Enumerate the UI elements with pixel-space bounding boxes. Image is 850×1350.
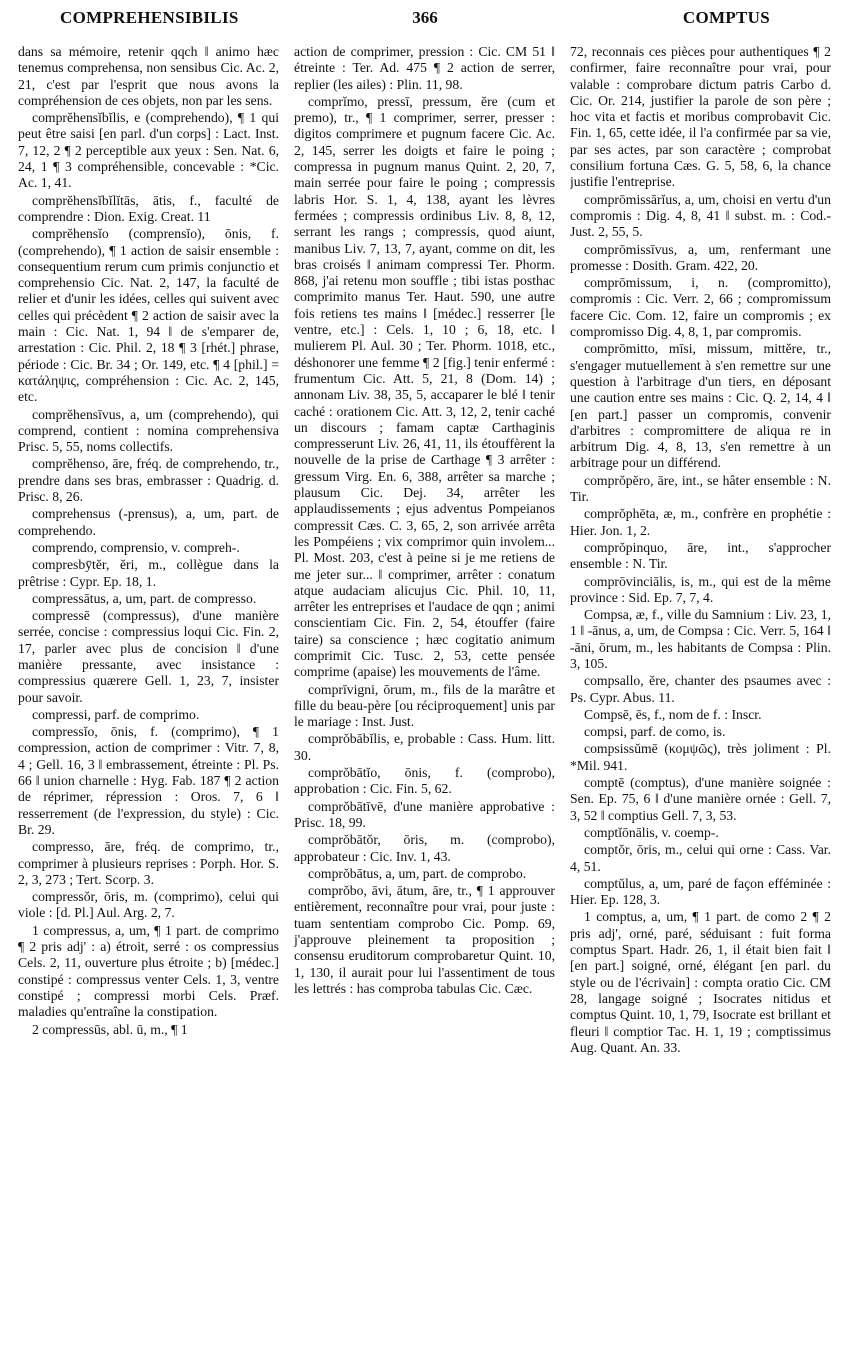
dictionary-entry: comprendo, comprensio, v. compreh-. xyxy=(32,539,240,555)
dictionary-entry: comprōvinciālis, is, m., qui est de la même province : Sid. Ep. 7, 7, 4. xyxy=(570,573,831,605)
column-2 xyxy=(294,44,555,1344)
dictionary-entry: comprĕhensĭo (comprensĭo), ōnis, f. (comprehendo), ¶ 1 action de saisir ensemble : consequentium rerum cum primis conjunctio et comprehensio Cic. Nat. 2, 147, la faculté de relier et d'unir les idées, celles qui suivent avec celles qui précèdent ¶ 2 action de saisir avec la main : Cic. Nat. 1, 94 ‖ de s'emparer de, arrestation : Cic. Phil. 2, 18 ¶ 3 [rhét.] phrase, période : Cic. Br. 34 ; Or. 149, etc. ¶ 4 [phil.] = κατάληψις, compréhension : Cic. Ac. 2, 145, etc. xyxy=(18,226,279,405)
dictionary-entry: compresbȳtĕr, ĕri, m., collègue dans la prêtrise : Cypr. Ep. 18, 1. xyxy=(18,557,279,589)
dictionary-entry: 72, reconnais ces pièces pour authentiques ¶ 2 confirmer, faire reconnaître pour vrai, pour valable : comprobare dictum patris Carbo d. Cic. Or. 214, justifier la parole de son père ; hoc vita et factis et moribus comprobavit Cic. Fin. 1, 65, cette idée, il l'a confirmée par sa vie, par ses actes, par son caractère ; comprobat consilium fortuna Cæs. G. 5, 58, 6, la chance justifie l'entreprise. xyxy=(570,44,831,190)
dictionary-entry: comprĕhensĭbĭlis, e (comprehendo), ¶ 1 qui peut être saisi [en parl. d'un corps] : Lact. Inst. 7, 12, 2 ¶ 2 perceptible aux yeux : Sen. Nat. 6, 24, 1 ¶ 3 compréhensible, concevable : *Cic. Ac. 1, 41. xyxy=(18,110,279,191)
dictionary-entry: compressē (compressus), d'une manière serrée, concise : compressius loqui Cic. Fin. 2, 17, parler avec plus de concision ‖ d'une manière pressante, avec insistance : compressius quærere Gell. 1, 23, 7, insister pour savoir. xyxy=(18,608,279,705)
column-3 xyxy=(570,44,831,1344)
dictionary-entry: comprŏbo, āvi, ātum, āre, tr., ¶ 1 approuver entièrement, reconnaître pour vrai, pour juste : tuam sententiam comprobo Cic. Pomp. 69, j'approuve pleinement ta proposition ; consensu eruditorum comprobaretur Quint. 10, 1, 130, il aurait pour lui l'assentiment de tous les lettrés : has comproba tabulas Cic. Cæc. xyxy=(294,883,555,996)
dictionary-entry: compressŏr, ōris, m. (comprimo), celui qui viole : [d. Pl.] Aul. Arg. 2, 7. xyxy=(18,889,279,921)
dictionary-entry: compsi, parf. de como, is. xyxy=(584,724,726,740)
dictionary-entry: comprōmissīvus, a, um, renfermant une promesse : Dosith. Gram. 422, 20. xyxy=(570,241,831,273)
dictionary-entry: comprōmissārĭus, a, um, choisi en vertu d'un compromis : Dig. 4, 8, 41 ‖ subst. m. : Cod.-Just. 2, 55, 5. xyxy=(570,191,831,240)
dictionary-entry: comprĕhensĭbĭlĭtās, ātis, f., faculté de comprendre : Dion. Exig. Creat. 11 xyxy=(18,192,279,224)
dictionary-entry: compsallo, ĕre, chanter des psaumes avec : Ps. Cypr. Abus. 11. xyxy=(570,673,831,705)
dictionary-entry: comprŏbātĭo, ōnis, f. (comprobo), approbation : Cic. Fin. 5, 62. xyxy=(294,765,555,797)
columns xyxy=(18,44,832,1344)
dictionary-entry: compressi, parf. de comprimo. xyxy=(32,706,200,722)
dictionary-entry: compsissŭmē (κομψῶς), très joliment : Pl. *Mil. 941. xyxy=(570,741,831,773)
dictionary-entry: comprŏbābĭlis, e, probable : Cass. Hum. litt. 30. xyxy=(294,731,555,763)
dictionary-entry: comptē (comptus), d'une manière soignée : Sen. Ep. 75, 6 ‖ d'une manière ornée : Gell. 7, 3, 52 ‖ comptius Gell. 7, 3, 53. xyxy=(570,775,831,823)
dictionary-entry: action de comprimer, pression : Cic. CM 51 ‖ étreinte : Ter. Ad. 475 ¶ 2 action de serrer, replier (les ailes) : Plin. 11, 98. xyxy=(294,44,555,92)
running-header xyxy=(20,6,830,32)
dictionary-entry: comprĕhenso, āre, fréq. de comprehendo, tr., prendre dans ses bras, embrasser : Quadrig. d. Prisc. 8, 26. xyxy=(18,456,279,505)
dictionary-entry: 1 compressus, a, um, ¶ 1 part. de comprimo ¶ 2 pris adj' : a) étroit, serré : os compressius Cels. 2, 11, ouverture plus étroite ; b) [médec.] constipé : compressus venter Cels. 1, 3, ventre constipé ; compressi morbi Cels. Præf. maladies qu'entraîne la constipation. xyxy=(18,922,279,1020)
dictionary-entry: comprŏbātus, a, um, part. de comprobo. xyxy=(308,865,527,881)
dictionary-entry: comprŏpĕro, āre, int., se hâter ensemble : N. Tir. xyxy=(570,472,831,505)
dictionary-entry: comprŏbātŏr, ōris, m. (comprobo), approbateur : Cic. Inv. 1, 43. xyxy=(294,832,555,864)
dictionary-entry: compressĭo, ōnis, f. (comprimo), ¶ 1 compression, action de comprimer : Vitr. 7, 8, 4 ; Gell. 16, 3 ‖ embrassement, étreinte : Pl. Ps. 66 ‖ union charnelle : Hyg. Fab. 187 ¶ 2 action de réprimer, répression : Oros. 7, 6 ‖ resserrement (de l'expression, du style) : Cic. Br. 29. xyxy=(18,724,279,837)
dictionary-entry: comprŏbātīvē, d'une manière approbative : Prisc. 18, 99. xyxy=(294,798,555,830)
header-right-guide-word: COMPTUS xyxy=(682,8,770,27)
dictionary-entry: comprōmitto, mīsi, missum, mittĕre, tr., s'engager mutuellement à s'en remettre sur une question à l'arbitrage d'un tiers, en déposant une caution entre ses mains : Cic. Q. 2, 14, 4 ‖ [en part.] passer un compromis, convenir d'arbitres : compromittere de aliqua re in arbitrum Dig. 4, 8, 13, s'en remettre à un arbitrage pour un différend. xyxy=(570,341,831,471)
dictionary-entry: 2 compressūs, abl. ū, m., ¶ 1 xyxy=(32,1021,188,1037)
dictionary-entry: comptŭlus, a, um, paré de façon efféminée : Hier. Ep. 128, 3. xyxy=(570,875,831,908)
column-1 xyxy=(18,44,279,1344)
dictionary-entry: comprĕhensīvus, a, um (comprehendo), qui comprend, contient : nomina comprehensiva Prisc. 5, 55, noms collectifs. xyxy=(18,406,279,455)
dictionary-entry: compressātus, a, um, part. de compresso. xyxy=(32,590,257,606)
dictionary-entry: comprōmissum, i, n. (compromitto), compromis : Cic. Verr. 2, 66 ; compromissum facere Cic. Com. 12, faire un compromis ; ex compromisso Dig. 4, 8, 1, par compromis. xyxy=(570,275,831,340)
dictionary-entry: 1 comptus, a, um, ¶ 1 part. de como 2 ¶ 2 pris adj', orné, paré, séduisant : fuit forma comptus Spart. Hadr. 26, 1, il était bien fait ‖ [en part.] soigné, orné, élégant [en parl. du style ou de l'écrivain] : compta oratio Cic. CM 28, langage soigné ; Isocrates nitidus et comptus Quint. 10, 1, 79, Isocrate est brillant et fleuri ‖ comptior Tac. H. 1, 19 ; comptissimus Aug. Quant. An. 33. xyxy=(570,909,831,1055)
dictionary-entry: dans sa mémoire, retenir qqch ‖ animo hæc tenemus comprehensa, non sensibus Cic. Ac. 2, 21, c'est par l'esprit que nous avons la compréhension de ces objets, non par les sens. xyxy=(18,44,279,108)
dictionary-entry: comprŏphēta, æ, m., confrère en prophétie : Hier. Jon. 1, 2. xyxy=(570,506,831,538)
dictionary-entry: Compsa, æ, f., ville du Samnium : Liv. 23, 1, 1 ‖ -ānus, a, um, de Compsa : Cic. Verr. 5, 164 ‖ -āni, ōrum, m., les habitants de Compsa : Plin. 3, 105. xyxy=(570,607,831,671)
dictionary-entry: comprŏpinquo, āre, int., s'approcher ensemble : N. Tir. xyxy=(570,539,831,572)
dictionary-entry: comprīvigni, ōrum, m., fils de la marâtre et fille du beau-père [ou réciproquement] unis par le mariage : Inst. Just. xyxy=(294,681,555,730)
dictionary-entry: Compsē, ēs, f., nom de f. : Inscr. xyxy=(584,706,762,722)
dictionary-entry: comptĭōnālis, v. coemp-. xyxy=(584,824,719,840)
dictionary-entry: comprĭmo, pressī, pressum, ĕre (cum et premo), tr., ¶ 1 comprimer, serrer, presser : digitos comprimere et pugnum facere Cic. Ac. 2, 145, serrer les doigts et faire le poing ; compressa in pugnum manus Quint. 2, 20, 7, main serrée pour faire le poing ; compressis labris Hor. S. 1, 4, 138, ayant les lèvres fermées ; compressis ordinibus Liv. 8, 8, 12, serrant les rangs ; compressis, quod aiunt, manibus Liv. 7, 13, 7, ayant, comme on dit, les bras croisés ‖ animam compressi Ter. Phorm. 868, j'ai retenu mon souffle ; tibi istas posthac comprimito manus Ter. Haut. 590, une autre fois retiens tes mains ‖ [médec.] resserrer [le ventre, etc.] : Cels. 1, 10 ; 6, 18, etc. ‖ mulierem Pl. Aul. 30 ; Ter. Phorm. 1018, etc., déshonorer une femme ¶ 2 [fig.] tenir enfermé : frumentum Cic. Att. 5, 21, 8 (Dom. 14) ; annonam Liv. 38, 35, 5, accaparer le blé ‖ tenir caché : orationem Cic. Att. 3, 12, 2, tenir caché un discours ; famam captæ Carthaginis compresserunt Liv. 26, 41, 11, ils étouffèrent la nouvelle de la prise de Carthage ¶ 3 arrêter : gressum Virg. En. 6, 388, arrêter sa marche ; plausum Cic. Dej. 34, arrêter les applaudissements ; ejus adventus Pompeianos compressit Cæs. C. 3, 65, 2, son arrivée arrêta les Pompéiens ; vix comprimor quin involem... Pl. Most. 203, c'est à peine si je me retiens de me jeter sur... ‖ comprimer, arrêter : conatum atque audaciam alicujus Cic. Phil. 10, 11, arrêter les entreprises et l'audace de qqn ; animi conscientiam Cic. Fin. 2, 54, étouffer (faire taire) sa conscience ; hæc cogitatio animum comprimit Cic. Tusc. 2, 53, cette pensée comprime (apaise) les mouvements de l'âme. xyxy=(294,93,555,680)
dictionary-entry: comptŏr, ōris, m., celui qui orne : Cass. Var. 4, 51. xyxy=(570,842,831,874)
dictionary-entry: comprehensus (-prensus), a, um, part. de comprehendo. xyxy=(18,506,279,538)
dictionary-entry: compresso, āre, fréq. de comprimo, tr., comprimer à plusieurs reprises : Porph. Hor. S. 2, 3, 273 ; Tert. Scorp. 3. xyxy=(18,839,279,887)
page-number: 366 xyxy=(412,8,438,27)
header-left-guide-word: COMPREHENSIBILIS xyxy=(60,8,239,27)
